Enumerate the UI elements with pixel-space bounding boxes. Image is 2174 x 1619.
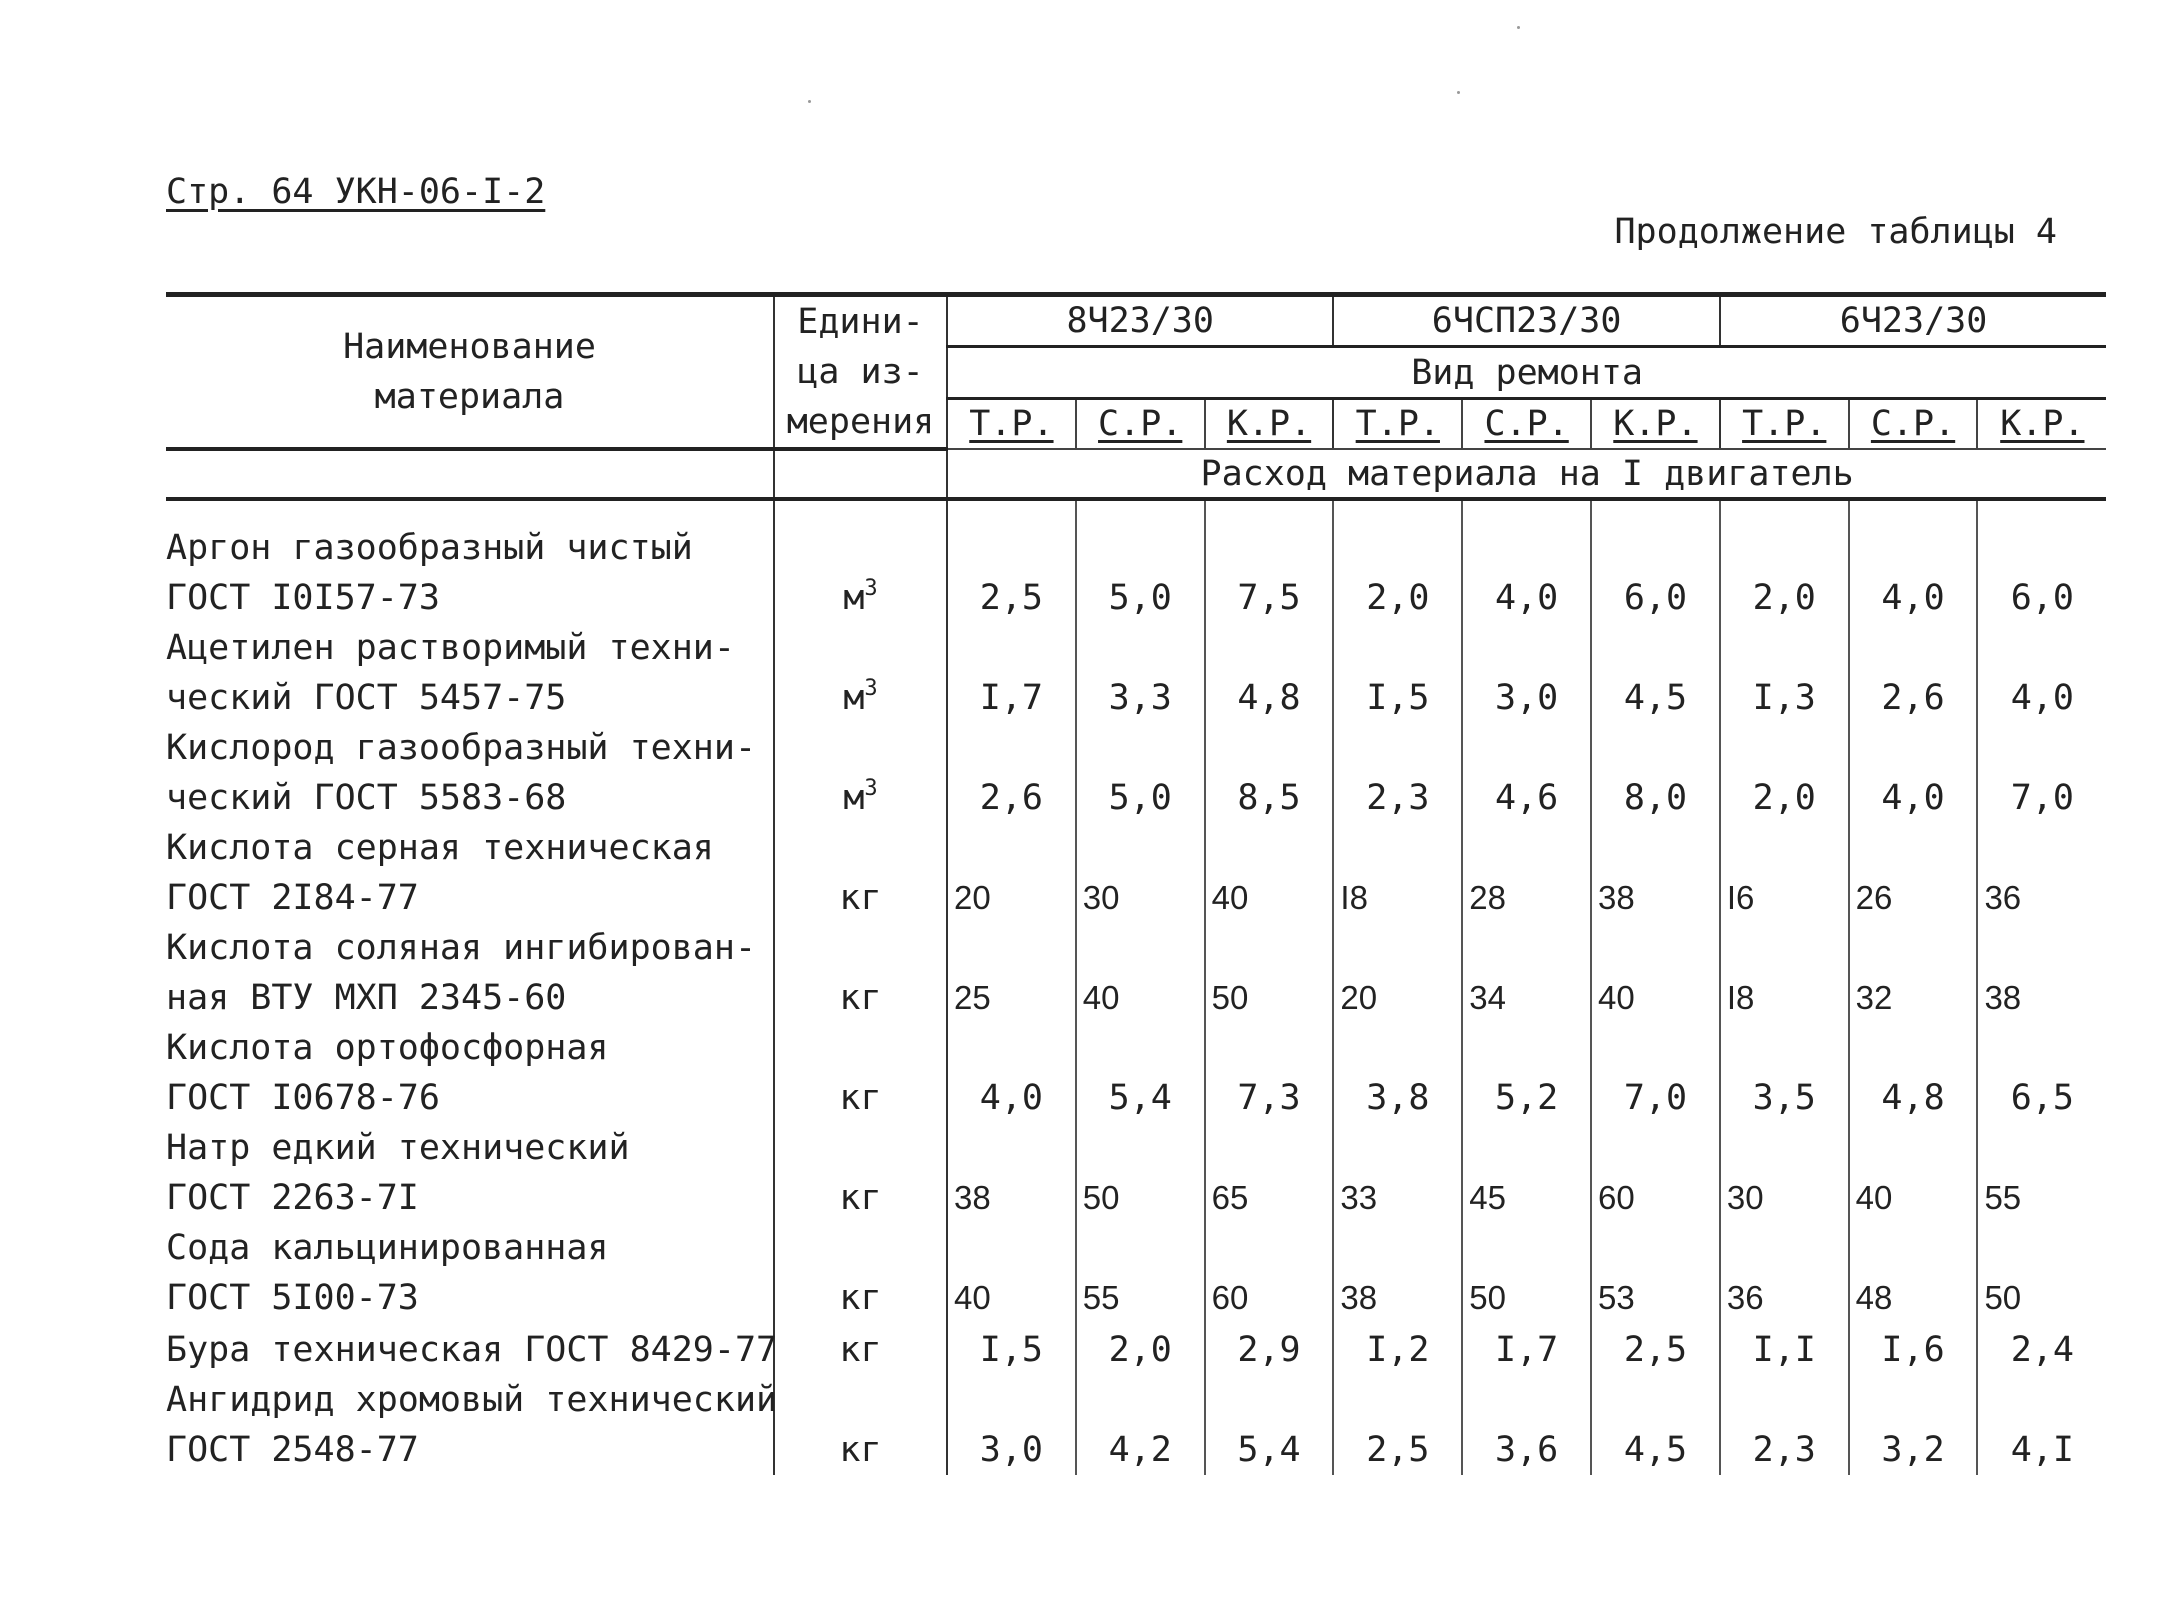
spacer-cell [1720, 499, 1849, 523]
value-cell: 4,8 [1849, 1023, 1978, 1123]
table-row [166, 823, 2106, 923]
value-cell: 2,6 [1849, 623, 1978, 723]
value-cell: 2,0 [1333, 523, 1462, 623]
scan-speck [808, 100, 811, 103]
unit-cell [774, 1023, 947, 1123]
material-name-line: ГОСТ 5I00-73 [166, 1278, 419, 1318]
value-cell: 34 [1462, 923, 1591, 1023]
header-repair-abbr: К.Р. [1977, 398, 2106, 449]
header-repair-abbr: С.Р. [1462, 398, 1591, 449]
value-cell: 4,5 [1591, 623, 1720, 723]
table-row [166, 1123, 2106, 1223]
value-cell: 5,4 [1076, 1023, 1205, 1123]
spacer-cell [1977, 499, 2106, 523]
value-cell: I,2 [1333, 1323, 1462, 1375]
material-name-line: Кислота соляная ингибирован- [166, 928, 757, 968]
header-unit-line: ца из- [797, 352, 924, 392]
material-name-line: ческий ГОСТ 5457-75 [166, 678, 567, 718]
value-cell: 60 [1205, 1223, 1334, 1323]
value-cell: 38 [947, 1123, 1076, 1223]
value-cell: I,6 [1849, 1323, 1978, 1375]
header-repair-abbr: С.Р. [1076, 398, 1205, 449]
value-cell: 2,5 [1591, 1323, 1720, 1375]
value-cell: 38 [1591, 823, 1720, 923]
material-name [166, 523, 774, 623]
header-material-name [166, 295, 774, 450]
header-material-name-line: Наименование [343, 327, 596, 367]
value-cell: I,3 [1720, 623, 1849, 723]
header-repair-abbr: Т.Р. [947, 398, 1076, 449]
material-name-line: Кислота ортофосфорная [166, 1028, 609, 1068]
table-row [166, 1323, 2106, 1375]
value-cell: 2,3 [1720, 1375, 1849, 1475]
value-cell: 8,0 [1591, 723, 1720, 823]
spacer-cell [774, 499, 947, 523]
value-cell: 2,5 [947, 523, 1076, 623]
value-cell: 55 [1984, 1179, 2022, 1216]
scan-speck [1457, 91, 1460, 94]
value-cell: I,7 [1462, 1323, 1591, 1375]
unit-superscript: 3 [864, 776, 878, 801]
table-row [166, 1223, 2106, 1323]
material-name [166, 1323, 778, 1375]
table-body [166, 499, 2106, 1475]
material-name-line: ческий ГОСТ 5583-68 [166, 778, 567, 818]
header-repair-abbr: Т.Р. [1720, 398, 1849, 449]
value-cell: 50 [1076, 1123, 1205, 1223]
value-cell: 45 [1462, 1123, 1591, 1223]
value-cell: 50 [1205, 923, 1334, 1023]
spacer-cell [1462, 499, 1591, 523]
value-cell: 30 [1076, 823, 1205, 923]
material-name-line: ГОСТ 2548-77 [166, 1430, 419, 1470]
value-cell: 4,0 [1462, 523, 1591, 623]
value-cell: I6 [1720, 823, 1849, 923]
material-name-line: Ангидрид хромовый технический [166, 1380, 778, 1420]
value-cell: 3,6 [1462, 1375, 1591, 1475]
table-continuation-caption: Продолжение таблицы 4 [1614, 212, 2057, 252]
value-cell: 2,3 [1333, 723, 1462, 823]
value-cell: I,5 [1333, 623, 1462, 723]
unit-text: кг [839, 1078, 882, 1118]
header-material-name-line: материала [374, 377, 565, 417]
spacer-cell [1205, 499, 1334, 523]
value-cell: 2,0 [1720, 723, 1849, 823]
unit-text: кг [839, 978, 882, 1018]
material-name-line: Сода кальцинированная [166, 1228, 609, 1268]
value-cell: 2,0 [1076, 1323, 1205, 1375]
value-cell: 60 [1591, 1123, 1720, 1223]
value-cell: I8 [1720, 923, 1849, 1023]
table-row [166, 1375, 2106, 1475]
value-cell: I,I [1720, 1323, 1849, 1375]
header-unit-line: Едини- [797, 302, 924, 342]
unit-text: м [843, 678, 865, 718]
material-name [166, 823, 774, 923]
value-cell: 40 [1076, 923, 1205, 1023]
page-reference: Стр. 64 УКН-06-I-2 [166, 172, 546, 212]
table-row [166, 623, 2106, 723]
material-name [166, 1375, 778, 1475]
value-cell: 32 [1849, 923, 1978, 1023]
material-name-line: Натр едкий технический [166, 1128, 630, 1168]
value-cell: 2,4 [2010, 1330, 2074, 1370]
material-name [166, 623, 774, 723]
spacer-cell [1849, 499, 1978, 523]
unit-cell [774, 623, 947, 723]
materials-table [166, 292, 2106, 1475]
value-cell: 5,0 [1076, 523, 1205, 623]
value-cell: 5,0 [1076, 723, 1205, 823]
material-name [166, 723, 774, 823]
value-cell: 40 [1849, 1123, 1978, 1223]
value-cell: 20 [947, 823, 1076, 923]
value-cell: 26 [1849, 823, 1978, 923]
value-cell: 3,3 [1076, 623, 1205, 723]
header-engine: 6ЧСП23/30 [1333, 295, 1719, 347]
value-cell: 4,6 [1462, 723, 1591, 823]
header-blank-cell [166, 449, 774, 499]
value-cell: 40 [1591, 923, 1720, 1023]
table-row [166, 923, 2106, 1023]
material-name-line: ГОСТ I0678-76 [166, 1078, 440, 1118]
value-cell: 36 [1720, 1223, 1849, 1323]
header-unit-line: мерения [786, 402, 935, 442]
material-name-line: Ацетилен растворимый техни- [166, 628, 735, 668]
value-cell: 4,8 [1205, 623, 1334, 723]
value-cell: I8 [1333, 823, 1462, 923]
value-cell: 4,0 [1849, 723, 1978, 823]
header-repair-abbr: С.Р. [1849, 398, 1978, 449]
table-row [166, 723, 2106, 823]
unit-cell [774, 1323, 947, 1375]
value-cell: 5,2 [1462, 1023, 1591, 1123]
unit-cell [774, 1123, 947, 1223]
material-name-line: Кислород газообразный техни- [166, 728, 757, 768]
value-cell: 25 [947, 923, 1076, 1023]
scan-speck [1517, 26, 1520, 29]
unit-cell [774, 523, 947, 623]
unit-superscript: 3 [864, 576, 878, 601]
table-row [166, 1023, 2106, 1123]
unit-cell [774, 923, 947, 1023]
value-cell: 3,0 [947, 1375, 1076, 1475]
material-name-line: ная ВТУ МХП 2345-60 [166, 978, 567, 1018]
header-unit [774, 295, 947, 450]
value-cell: 50 [1462, 1223, 1591, 1323]
spacer-cell [1333, 499, 1462, 523]
value-cell: 28 [1462, 823, 1591, 923]
table-row [166, 523, 2106, 623]
material-name [166, 1123, 774, 1223]
value-cell: 4,0 [2010, 678, 2074, 718]
value-cell: 7,3 [1205, 1023, 1334, 1123]
unit-text: кг [839, 1430, 882, 1470]
unit-cell [774, 823, 947, 923]
value-cell: 4,5 [1591, 1375, 1720, 1475]
spacer-cell [947, 499, 1076, 523]
value-cell: 4,0 [947, 1023, 1076, 1123]
value-cell: 65 [1205, 1123, 1334, 1223]
value-cell: 6,0 [2010, 578, 2074, 618]
header-repair-type: Вид ремонта [947, 347, 2106, 398]
spacer-cell [1076, 499, 1205, 523]
value-cell: 40 [1205, 823, 1334, 923]
unit-text: м [843, 578, 865, 618]
value-cell: 7,0 [1591, 1023, 1720, 1123]
material-name-line: ГОСТ 2I84-77 [166, 878, 419, 918]
value-cell: 4,2 [1076, 1375, 1205, 1475]
material-name [166, 1023, 774, 1123]
header-engine: 6Ч23/30 [1720, 295, 2106, 347]
value-cell: 2,9 [1205, 1323, 1334, 1375]
material-name-line: Бура техническая ГОСТ 8429-77 [166, 1330, 778, 1370]
value-cell: 5,4 [1205, 1375, 1334, 1475]
value-cell: 53 [1591, 1223, 1720, 1323]
value-cell: 7,0 [2010, 778, 2074, 818]
unit-cell [774, 1223, 947, 1323]
value-cell: 8,5 [1205, 723, 1334, 823]
value-cell: 3,8 [1333, 1023, 1462, 1123]
value-cell: 48 [1849, 1223, 1978, 1323]
material-name-line: Аргон газообразный чистый [166, 528, 693, 568]
material-name-line: Кислота серная техническая [166, 828, 714, 868]
table-spacer-row [166, 499, 2106, 523]
header-repair-abbr: К.Р. [1205, 398, 1334, 449]
material-name-line: ГОСТ 2263-7I [166, 1178, 419, 1218]
value-cell: 50 [1984, 1279, 2022, 1316]
unit-cell [774, 1375, 947, 1475]
unit-cell [774, 723, 947, 823]
header-blank-cell [774, 449, 947, 499]
value-cell: 2,0 [1720, 523, 1849, 623]
material-name-line: ГОСТ I0I57-73 [166, 578, 440, 618]
value-cell: I,5 [947, 1323, 1076, 1375]
value-cell: 40 [947, 1223, 1076, 1323]
unit-text: кг [839, 878, 882, 918]
value-cell: 38 [1984, 979, 2022, 1016]
value-cell: 3,5 [1720, 1023, 1849, 1123]
value-cell: 2,5 [1333, 1375, 1462, 1475]
value-cell: 55 [1076, 1223, 1205, 1323]
unit-text: кг [839, 1330, 882, 1370]
value-cell: 3,2 [1849, 1375, 1978, 1475]
value-cell: 4,0 [1849, 523, 1978, 623]
value-cell: 30 [1720, 1123, 1849, 1223]
value-cell: 36 [1984, 879, 2022, 916]
unit-text: кг [839, 1278, 882, 1318]
table-header [166, 295, 2106, 500]
spacer-cell [166, 499, 774, 523]
value-cell: 3,0 [1462, 623, 1591, 723]
value-cell: 7,5 [1205, 523, 1334, 623]
header-repair-abbr: К.Р. [1591, 398, 1720, 449]
unit-text: м [843, 778, 865, 818]
value-cell: 38 [1333, 1223, 1462, 1323]
value-cell: 6,0 [1591, 523, 1720, 623]
header-repair-abbr: Т.Р. [1333, 398, 1462, 449]
value-cell: 2,6 [947, 723, 1076, 823]
material-name [166, 1223, 774, 1323]
unit-text: кг [839, 1178, 882, 1218]
value-cell: 4,I [2010, 1430, 2074, 1470]
value-cell: 6,5 [2010, 1078, 2074, 1118]
header-consumption: Расход материала на I двигатель [947, 449, 2106, 499]
spacer-cell [1591, 499, 1720, 523]
header-engine: 8Ч23/30 [947, 295, 1333, 347]
value-cell: I,7 [947, 623, 1076, 723]
value-cell: 20 [1333, 923, 1462, 1023]
material-name [166, 923, 774, 1023]
unit-superscript: 3 [864, 676, 878, 701]
value-cell: 33 [1333, 1123, 1462, 1223]
